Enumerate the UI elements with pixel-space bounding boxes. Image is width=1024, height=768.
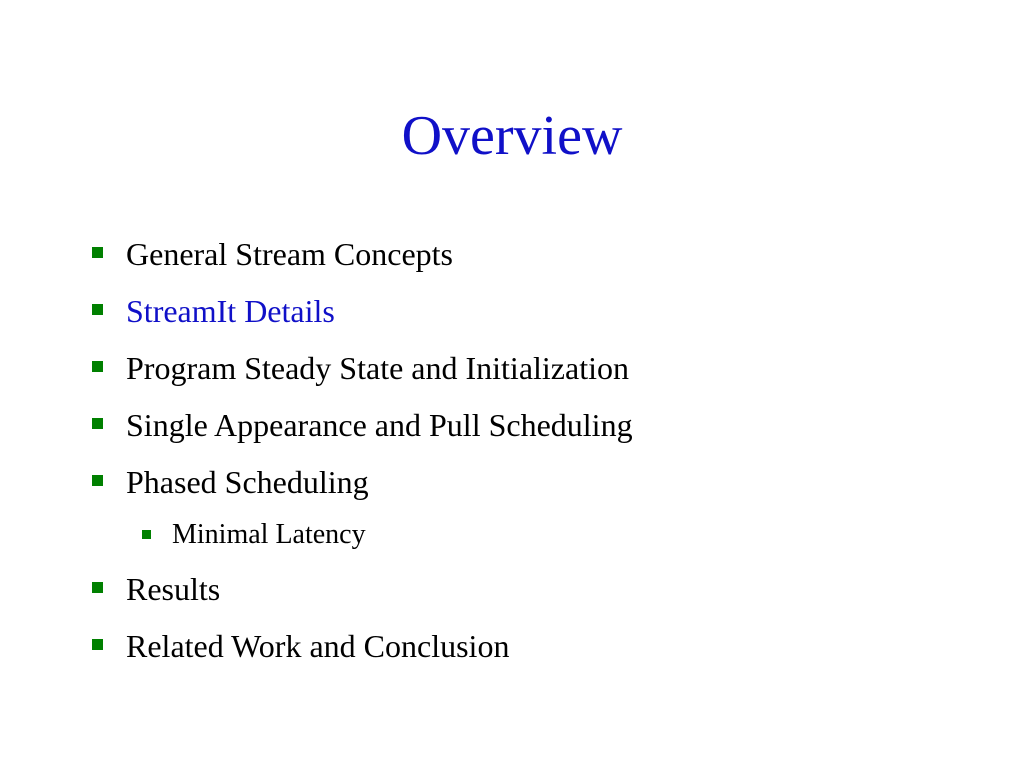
square-bullet-icon <box>92 582 103 593</box>
square-bullet-icon <box>142 530 151 539</box>
square-bullet-icon <box>92 475 103 486</box>
bullet-text: Related Work and Conclusion <box>126 628 510 664</box>
bullet-text: Minimal Latency <box>172 519 366 550</box>
square-bullet-icon <box>92 304 103 315</box>
square-bullet-icon <box>92 418 103 429</box>
square-bullet-icon <box>92 247 103 258</box>
square-bullet-icon <box>92 361 103 372</box>
bullet-text: Phased Scheduling <box>126 464 369 500</box>
bullet-text: Results <box>126 571 221 607</box>
bullet-text: General Stream Concepts <box>126 236 453 272</box>
bullet-text: Single Appearance and Pull Scheduling <box>126 407 633 443</box>
slide-title: Overview <box>401 105 623 167</box>
square-bullet-icon <box>92 639 103 650</box>
bullet-text: Program Steady State and Initialization <box>126 350 629 386</box>
bullet-text: StreamIt Details <box>126 293 335 329</box>
